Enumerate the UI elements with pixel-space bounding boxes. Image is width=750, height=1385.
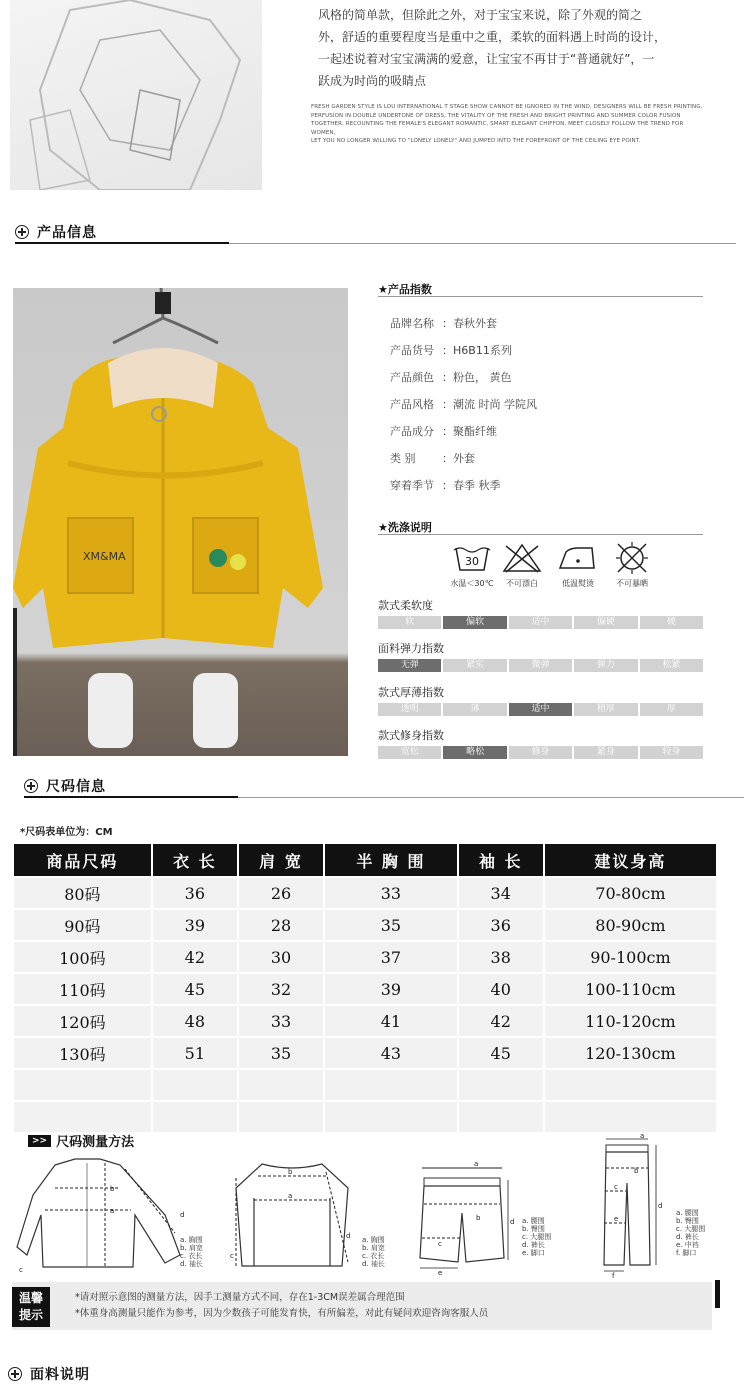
index-option: 适中	[509, 616, 572, 629]
table-cell	[459, 1070, 543, 1100]
index-scale	[378, 659, 703, 672]
measure-letter: a	[640, 1133, 645, 1140]
index-option-selected: 略松	[443, 746, 506, 759]
panel-divider	[378, 534, 703, 535]
measure-letter: b	[110, 1185, 115, 1193]
table-header-row	[14, 844, 716, 876]
shorts-legend	[522, 1217, 551, 1257]
table-row-empty	[14, 1102, 716, 1132]
index-option: 紧身	[574, 746, 637, 759]
table-cell: 37	[325, 942, 456, 972]
section-title: 尺码信息	[46, 779, 106, 795]
wash-temp: 30	[465, 555, 479, 568]
low-iron-icon	[554, 542, 602, 574]
product-attributes	[390, 310, 700, 499]
table-cell	[545, 1102, 716, 1132]
table-cell: 39	[325, 974, 456, 1004]
legend-item: e. 脚口	[522, 1249, 545, 1257]
attr-value: 外套	[453, 452, 475, 465]
table-cell: 110-120cm	[545, 1006, 716, 1036]
measure-letter: c	[230, 1252, 234, 1260]
table-cell: 80-90cm	[545, 910, 716, 940]
attr-value: 潮流 时尚 学院风	[453, 398, 537, 411]
table-cell: 35	[239, 1038, 323, 1068]
measure-letter: d	[346, 1232, 351, 1240]
table-cell: 41	[325, 1006, 456, 1036]
table-cell: 120码	[14, 1006, 151, 1036]
index-option: 软	[378, 616, 441, 629]
intro-line: 跃成为时尚的吸睛点	[318, 74, 427, 88]
table-cell: 42	[459, 1006, 543, 1036]
index-option-selected: 偏软	[443, 616, 506, 629]
table-cell: 36	[459, 910, 543, 940]
table-cell: 130码	[14, 1038, 151, 1068]
legend-item: c. 大腿围	[676, 1225, 706, 1233]
index-elasticity	[378, 640, 703, 672]
index-option: 弹力	[574, 659, 637, 672]
index-scale	[378, 703, 703, 716]
table-cell: 32	[239, 974, 323, 1004]
no-bleach-icon	[500, 542, 544, 574]
attr-value: 春季 秋季	[453, 479, 501, 492]
section-divider	[238, 797, 744, 798]
section-divider	[229, 243, 736, 244]
legend-item: d. 裤长	[676, 1233, 699, 1241]
measure-letter: e	[614, 1215, 619, 1223]
attr-value: H6B11系列	[453, 344, 512, 357]
table-row	[14, 1006, 716, 1036]
table-cell: 30	[239, 942, 323, 972]
measure-letter: c	[614, 1183, 618, 1191]
index-label: 款式修身指数	[378, 729, 444, 742]
table-row	[14, 942, 716, 972]
table-cell: 120-130cm	[545, 1038, 716, 1068]
table-cell: 26	[239, 878, 323, 908]
tips-badge	[12, 1287, 50, 1327]
index-scale	[378, 746, 703, 759]
legend-item: b. 臀围	[522, 1225, 545, 1233]
plus-circle-icon	[24, 779, 38, 793]
table-cell	[14, 1070, 151, 1100]
index-label: 款式柔软度	[378, 599, 433, 612]
table-cell: 40	[459, 974, 543, 1004]
column-header: 建议身高	[545, 844, 716, 876]
table-cell: 80码	[14, 878, 151, 908]
table-cell	[153, 1102, 237, 1132]
table-cell: 43	[325, 1038, 456, 1068]
no-sun-dry-icon	[610, 542, 654, 574]
intro-en-line: TOGETHER, RECOUNTING THE FEMALE'S ELEGANT ROMANTIC, SMART ELEGANT CHIFFON, MEET CLOSELY FOLLOW THE TREND FOR WOMEN,	[311, 121, 684, 136]
section-divider	[15, 242, 229, 244]
intro-chinese	[318, 4, 698, 92]
table-cell	[545, 1070, 716, 1100]
table-cell	[239, 1102, 323, 1132]
table-cell: 110码	[14, 974, 151, 1004]
table-cell	[325, 1102, 456, 1132]
table-cell: 35	[325, 910, 456, 940]
attr-key: 产品风格	[390, 398, 434, 411]
index-fit	[378, 727, 703, 759]
wash-item	[554, 542, 602, 589]
column-header: 肩 宽	[239, 844, 323, 876]
attr-row: 产品成分 ：聚酯纤维	[390, 418, 700, 445]
measure-letter: b	[634, 1167, 639, 1175]
measure-tag: >>	[28, 1135, 51, 1147]
measure-letter: b	[476, 1214, 481, 1222]
tips-text	[75, 1290, 488, 1322]
legend-item: a. 胸围	[362, 1236, 385, 1244]
table-cell: 33	[239, 1006, 323, 1036]
attr-key: 品牌名称	[390, 317, 434, 330]
size-unit-note: *尺码表单位为：CM	[20, 827, 113, 838]
attr-key: 类 别	[390, 452, 416, 465]
tips-badge-line: 提示	[18, 1308, 43, 1322]
legend-item: b. 肩宽	[180, 1244, 203, 1252]
table-cell: 100-110cm	[545, 974, 716, 1004]
measure-letter: e	[438, 1269, 443, 1276]
table-cell	[325, 1070, 456, 1100]
attr-row: 品牌名称 ：春秋外套	[390, 310, 700, 337]
table-cell	[239, 1070, 323, 1100]
measure-title-text: 尺码测量方法	[56, 1135, 135, 1150]
plus-circle-icon	[15, 225, 29, 239]
column-header: 商品尺码	[14, 844, 151, 876]
measure-letter: a	[110, 1207, 115, 1215]
legend-item: c. 衣长	[362, 1252, 385, 1260]
table-cell: 28	[239, 910, 323, 940]
attr-row: 穿着季节 ：春季 秋季	[390, 472, 700, 499]
attr-value: 聚酯纤维	[453, 425, 497, 438]
index-option: 厚	[640, 703, 703, 716]
table-row	[14, 974, 716, 1004]
legend-item: c. 大腿围	[522, 1233, 552, 1241]
attr-row: 产品风格 ：潮流 时尚 学院风	[390, 391, 700, 418]
plus-circle-icon	[8, 1367, 22, 1381]
column-header: 袖 长	[459, 844, 543, 876]
table-cell	[153, 1070, 237, 1100]
intro-line: 外，舒适的重要程度当是重中之重，柔软的面料遇上时尚的设计，	[318, 30, 667, 44]
shirt-legend	[180, 1236, 203, 1268]
legend-item: b. 肩宽	[362, 1244, 385, 1252]
table-cell: 45	[153, 974, 237, 1004]
wash-item	[448, 542, 496, 589]
table-cell: 45	[459, 1038, 543, 1068]
legend-item: b. 臀围	[676, 1217, 699, 1225]
index-option: 修身	[509, 746, 572, 759]
index-option: 透明	[378, 703, 441, 716]
table-cell	[459, 1102, 543, 1132]
index-scale	[378, 616, 703, 629]
measure-letter: a	[474, 1160, 479, 1168]
column-header: 衣 长	[153, 844, 237, 876]
wash-tub-icon	[448, 542, 496, 574]
table-cell: 90码	[14, 910, 151, 940]
attr-key: 产品颜色	[390, 371, 434, 384]
index-option: 薄	[443, 703, 506, 716]
index-option: 紧实	[443, 659, 506, 672]
legend-item: d. 袖长	[362, 1260, 385, 1268]
measure-letter: c	[438, 1240, 442, 1248]
measure-letter: b	[288, 1168, 293, 1176]
attr-row: 产品颜色 ：粉色， 黄色	[390, 364, 700, 391]
table-row	[14, 1038, 716, 1068]
tips-line: *请对照示意图的测量方法，因手工测量方式不同，存在1-3CM误差属合理范围	[75, 1292, 405, 1303]
index-option: 硬	[640, 616, 703, 629]
panel-divider	[378, 296, 703, 297]
section-divider	[24, 796, 238, 798]
intro-en-line: FRESH GARDEN STYLE IS LOU INTERNATIONAL T STAGE SHOW CANNOT BE IGNORED IN THE WIND, DESIGNERS WILL BE FRESH PRINTING,	[311, 104, 703, 110]
legend-item: d. 裤长	[522, 1241, 545, 1249]
attr-row: 类 别 ：外套	[390, 445, 700, 472]
legend-item: a. 胸围	[180, 1236, 203, 1244]
column-header: 半 胸 围	[325, 844, 456, 876]
product-photo	[13, 288, 348, 756]
measure-letter: c	[19, 1266, 23, 1274]
table-row-empty	[14, 1070, 716, 1100]
table-row	[14, 910, 716, 940]
index-option-selected: 适中	[509, 703, 572, 716]
sweater-legend	[362, 1236, 385, 1268]
intro-line: 一起述说着对宝宝满满的爱意，让宝宝不再甘于“普通就好”，一	[318, 52, 655, 66]
legend-item: c. 衣长	[180, 1252, 203, 1260]
index-option: 宽松	[378, 746, 441, 759]
legend-item: e. 中裆	[676, 1241, 699, 1249]
table-cell: 34	[459, 878, 543, 908]
table-cell: 36	[153, 878, 237, 908]
size-table	[12, 842, 718, 1134]
attr-value: 粉色， 黄色	[453, 371, 512, 384]
index-option-selected: 无弹	[378, 659, 441, 672]
legend-item: a. 腰围	[676, 1209, 699, 1217]
wash-label: 不可漂白	[506, 579, 538, 588]
table-cell: 38	[459, 942, 543, 972]
wash-label: 不可暴晒	[616, 579, 648, 588]
measure-letter: f	[612, 1272, 615, 1278]
pants-legend	[676, 1209, 705, 1257]
table-cell: 51	[153, 1038, 237, 1068]
measure-letter: d	[658, 1202, 663, 1210]
wash-item	[610, 542, 654, 589]
wash-icons	[448, 542, 663, 590]
index-option: 松紧	[640, 659, 703, 672]
section-product-info	[15, 221, 97, 243]
index-option: 较身	[640, 746, 703, 759]
legend-item: d. 袖长	[180, 1260, 203, 1268]
shorts-diagram	[412, 1158, 517, 1276]
sketch-image	[10, 0, 262, 190]
tips-accent-bar	[715, 1280, 720, 1308]
tips-badge-line: 温馨	[18, 1291, 43, 1305]
table-cell	[14, 1102, 151, 1132]
table-cell: 90-100cm	[545, 942, 716, 972]
intro-en-line: PERFUSION IN DOUBLE UNDERTONE OF DRESS, THE VITALITY OF THE FRESH AND BRIGHT PRINTING AND SUMMER COLOR FUSION	[311, 112, 681, 119]
table-row	[14, 878, 716, 908]
measure-letter: d	[510, 1218, 515, 1226]
index-softness	[378, 597, 703, 629]
table-cell: 48	[153, 1006, 237, 1036]
attr-key: 穿着季节	[390, 479, 434, 492]
index-label: 款式厚薄指数	[378, 686, 444, 699]
tips-line: *体重身高测量只能作为参考，因为少数孩子可能发育快，有所偏差，对此有疑问欢迎咨询客服人员	[75, 1308, 489, 1319]
measure-letter: d	[180, 1211, 185, 1219]
intro-line: 风格的简单款，但除此之外，对于宝宝来说，除了外观的简之	[318, 8, 643, 22]
table-cell: 33	[325, 878, 456, 908]
attr-key: 产品成分	[390, 425, 434, 438]
table-cell: 70-80cm	[545, 878, 716, 908]
product-index-title: ★产品指数	[378, 283, 432, 296]
measure-letter: a	[288, 1192, 293, 1200]
index-option: 偏硬	[574, 616, 637, 629]
attr-key: 产品货号	[390, 344, 434, 357]
section-size-info	[24, 775, 106, 797]
legend-item: a. 腰围	[522, 1217, 545, 1225]
index-thickness	[378, 684, 703, 716]
section-title: 面料说明	[30, 1367, 90, 1383]
table-cell: 39	[153, 910, 237, 940]
measure-title	[28, 1131, 134, 1150]
index-label: 面料弹力指数	[378, 642, 444, 655]
legend-item: f. 脚口	[676, 1249, 697, 1257]
wash-label: 低温熨烫	[562, 579, 594, 588]
section-title: 产品信息	[37, 225, 97, 241]
index-option: 微弹	[509, 659, 572, 672]
section-fabric-info	[8, 1363, 90, 1385]
attr-value: 春秋外套	[453, 317, 497, 330]
pants-diagram	[600, 1133, 668, 1278]
wash-label: 水温＜30℃	[450, 579, 494, 588]
garment-print-text: XM&MA	[83, 550, 126, 563]
table-cell: 100码	[14, 942, 151, 972]
intro-en-line: LET YOU NO LONGER WILLING TO "LONELY LONELY" AND JUMPED INTO THE FOREFRONT OF THE CEILING EYE POINT.	[311, 138, 641, 144]
sweater-diagram	[230, 1158, 355, 1273]
shirt-diagram	[15, 1155, 200, 1275]
wash-title: ★洗涤说明	[378, 521, 432, 534]
attr-row: 产品货号 ：H6B11系列	[390, 337, 700, 364]
table-cell: 42	[153, 942, 237, 972]
intro-english	[311, 103, 703, 146]
index-option: 稍厚	[574, 703, 637, 716]
wash-item	[500, 542, 544, 589]
